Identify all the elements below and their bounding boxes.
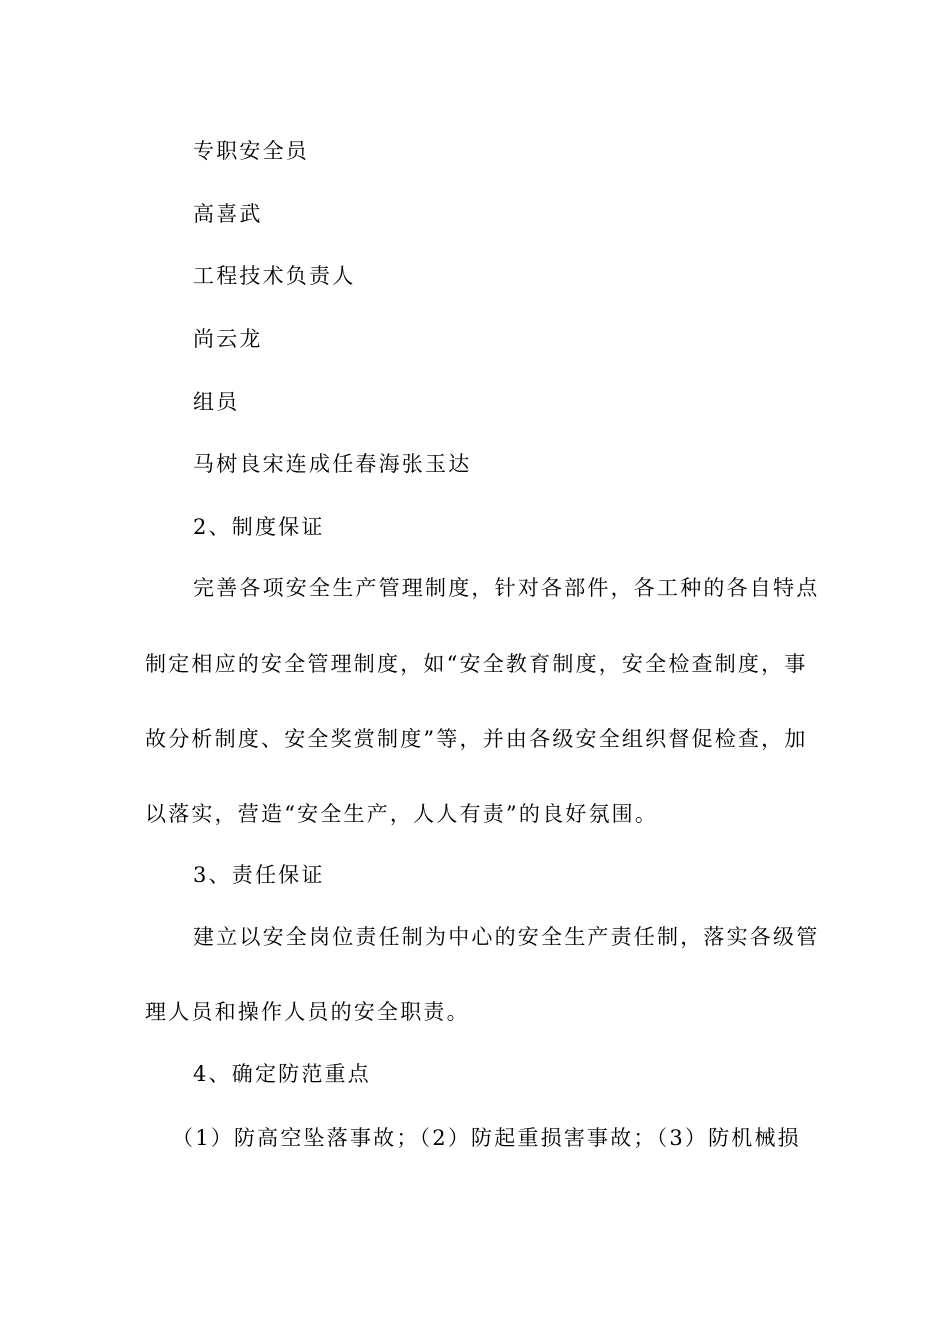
text-line-name-shang: 尚云龙 (193, 327, 263, 351)
text-line-role-members: 组员 (193, 390, 240, 414)
paragraph-line: 理人员和操作人员的安全职责。 (145, 1000, 470, 1024)
paragraph-line: 建立以安全岗位责任制为中心的安全生产责任制，落实各级管 (193, 925, 820, 949)
text-line-member-names: 马树良宋连成任春海张玉达 (193, 452, 472, 476)
paragraph-line: 制定相应的安全管理制度，如“安全教育制度，安全检查制度，事 (145, 652, 808, 676)
text-line-role-safety-officer: 专职安全员 (193, 139, 309, 163)
text-line-name-gao: 高喜武 (193, 202, 263, 226)
text-line-role-tech-lead: 工程技术负责人 (193, 264, 356, 288)
section-heading-system: 2、制度保证 (193, 515, 325, 539)
paragraph-line: 完善各项安全生产管理制度，针对各部件，各工种的各自特点 (193, 576, 820, 600)
paragraph-line: 故分析制度、安全奖赏制度”等，并由各级安全组织督促检查，加 (145, 727, 808, 751)
paragraph-line: （1）防高空坠落事故；（2）防起重损害事故；（3）防机械损 (172, 1126, 801, 1150)
paragraph-line: 以落实，营造“安全生产，人人有责”的良好氛围。 (145, 802, 659, 826)
section-heading-responsibility: 3、责任保证 (193, 863, 325, 887)
section-heading-prevention: 4、确定防范重点 (193, 1062, 371, 1086)
